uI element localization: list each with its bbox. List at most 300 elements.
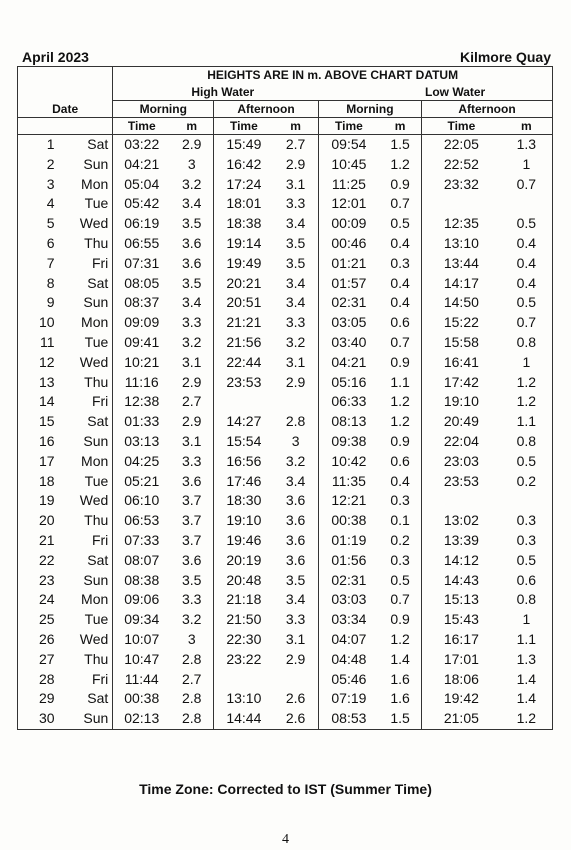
low-morning-height: 0.3 [379,491,421,511]
low-morning-time: 10:42 [331,452,367,469]
high-afternoon-time: 16:56 [226,452,262,469]
high-afternoon-time: 20:19 [226,551,262,568]
high-afternoon-height: 3.4 [273,590,318,610]
low-afternoon-height: 1.1 [501,412,553,432]
low-afternoon-time: 13:39 [443,531,479,548]
high-morning-height: 2.7 [170,670,214,690]
date-subheader-blank [18,118,113,135]
day-number: 10 [18,313,57,333]
high-morning-height: 3.3 [170,452,214,472]
high-afternoon-height: 2.9 [273,650,318,670]
day-number: 26 [18,630,57,650]
day-name: Sat [57,135,113,155]
day-number: 28 [18,670,57,690]
low-morning-time: 08:13 [331,413,367,430]
low-afternoon-time: 18:06 [443,670,479,687]
high-morning-time: 01:33 [124,413,160,430]
low-afternoon-height: 1.3 [501,135,553,155]
high-morning-time: 09:06 [124,591,160,608]
high-morning-time: 09:34 [124,611,160,628]
low-afternoon-height: 1.2 [501,709,553,729]
day-name: Mon [57,175,113,195]
high-morning-height: 3.5 [170,214,214,234]
low-morning-height: 0.9 [379,353,421,373]
table-row [18,293,553,313]
day-number: 22 [18,551,57,571]
low-afternoon-height: 0.5 [501,452,553,472]
day-number: 8 [18,274,57,294]
high-morning-height: 2.7 [170,392,214,412]
low-afternoon-time: 14:50 [443,294,479,311]
day-name: Fri [57,254,113,274]
low-afternoon-time: 20:49 [443,413,479,430]
high-morning-time: 08:37 [124,294,160,311]
day-name: Tue [57,472,113,492]
high-morning-time: 04:21 [124,155,160,172]
low-afternoon-time: 15:58 [443,333,479,350]
low-afternoon-height: 0.5 [501,293,553,313]
low-morning-height: 1.5 [379,709,421,729]
low-morning-height: 0.5 [379,214,421,234]
high-afternoon-time: 18:38 [226,215,262,232]
table-row [18,333,553,353]
high-afternoon-height: 3.6 [273,531,318,551]
low-morning-time: 00:46 [331,234,367,251]
high-morning-time: 11:44 [124,670,159,687]
high-afternoon-height: 3.4 [273,293,318,313]
low-afternoon-time: 16:17 [443,630,479,647]
high-morning-height: 3 [170,630,214,650]
high-morning-time: 09:09 [124,314,160,331]
day-number: 14 [18,392,57,412]
low-morning-time: 12:01 [331,195,367,212]
high-afternoon-time: 22:44 [226,353,262,370]
low-afternoon-time: 14:17 [443,274,479,291]
low-morning-time: 00:38 [331,512,367,529]
high-afternoon-time: 18:30 [226,492,262,509]
high-afternoon-time: 15:49 [214,135,274,155]
high-morning-height: 3.7 [170,511,214,531]
low-morning-height: 1.6 [379,670,421,690]
high-morning-height: 3.4 [170,293,214,313]
high-afternoon-time: 20:21 [226,274,262,291]
table-row [18,135,553,155]
low-afternoon-time: 13:02 [443,512,479,529]
low-afternoon-time: 16:41 [443,353,479,370]
table-row [18,274,553,294]
high-water-header: High Water [191,84,255,99]
day-name: Mon [57,452,113,472]
low-morning-time: 09:38 [331,432,367,449]
low-morning-height: 0.4 [379,274,421,294]
low-morning-height: 0.6 [379,452,421,472]
low-afternoon-time: 15:22 [443,314,479,331]
day-name: Wed [57,214,113,234]
table-row [18,432,553,452]
low-morning-height: 1.1 [379,373,421,393]
day-name: Sat [57,412,113,432]
time-zone-note: Time Zone: Corrected to IST (Summer Time) [139,781,432,797]
low-morning-time: 06:33 [331,393,367,410]
day-name: Thu [57,511,113,531]
low-afternoon-height: 0.6 [501,571,553,591]
table-row [18,551,553,571]
table-row [18,175,553,195]
high-morning-time: 06:19 [124,215,160,232]
low-afternoon-height: 0.7 [501,313,553,333]
low-morning-time: 00:09 [331,215,367,232]
high-morning-height: 3.6 [170,551,214,571]
time-header: Time [214,118,274,135]
low-morning-height: 0.7 [379,194,421,214]
low-afternoon-header: Afternoon [422,101,553,118]
high-morning-time: 07:33 [124,531,160,548]
table-row [18,670,553,690]
high-afternoon-time: 21:50 [226,611,262,628]
day-name: Sun [57,571,113,591]
high-afternoon-height: 3.1 [273,353,318,373]
high-afternoon-time: 19:49 [226,254,262,271]
high-afternoon-time: 19:10 [226,512,262,529]
day-name: Wed [57,630,113,650]
low-afternoon-height [501,194,553,214]
table-row [18,472,553,492]
high-morning-time: 09:41 [124,333,160,350]
time-header: Time [422,118,501,135]
low-morning-time: 03:40 [331,333,367,350]
high-afternoon-header: Afternoon [214,101,318,118]
high-afternoon-height: 3.2 [273,333,318,353]
day-name: Thu [57,650,113,670]
low-morning-time: 07:19 [331,690,367,707]
low-morning-height: 1.6 [379,689,421,709]
low-morning-time: 01:56 [331,551,367,568]
low-morning-time: 04:07 [331,630,367,647]
low-afternoon-time: 14:12 [443,551,479,568]
low-afternoon-time [422,491,501,511]
high-morning-time: 04:25 [124,452,160,469]
high-morning-time: 02:13 [113,709,170,729]
high-morning-time: 03:22 [113,135,170,155]
low-morning-time: 12:21 [331,492,367,509]
day-number: 15 [18,412,57,432]
location-title: Kilmore Quay [459,49,551,65]
high-afternoon-height: 3.2 [273,452,318,472]
low-morning-height: 1.2 [379,412,421,432]
high-afternoon-time: 19:46 [226,531,262,548]
day-name: Sat [57,274,113,294]
day-name: Sun [57,155,113,175]
low-morning-height: 0.9 [379,610,421,630]
low-afternoon-height: 1.4 [501,670,553,690]
high-morning-height: 3.6 [170,472,214,492]
high-morning-time: 12:38 [124,393,160,410]
table-row [18,353,553,373]
high-morning-height: 3.5 [170,274,214,294]
high-morning-height: 3.5 [170,571,214,591]
high-morning-time: 11:16 [124,373,159,390]
high-morning-height: 2.8 [170,709,214,729]
day-number: 25 [18,610,57,630]
high-afternoon-height: 3.1 [273,630,318,650]
low-morning-time: 05:16 [331,373,367,390]
table-row [18,373,553,393]
low-afternoon-time [422,194,501,214]
high-afternoon-height: 3.6 [273,551,318,571]
low-afternoon-time: 13:44 [443,254,479,271]
low-morning-time: 04:48 [331,650,367,667]
low-afternoon-time: 22:52 [443,155,479,172]
day-name: Sat [57,551,113,571]
table-row [18,452,553,472]
low-afternoon-height: 1.4 [501,689,553,709]
time-header: Time [113,118,170,135]
day-number: 2 [18,155,57,175]
day-name: Tue [57,333,113,353]
high-afternoon-time: 20:48 [226,571,262,588]
low-afternoon-height: 0.5 [501,551,553,571]
low-afternoon-height: 0.4 [501,254,553,274]
height-header: m [501,118,553,135]
day-number: 7 [18,254,57,274]
page-number: 4 [282,832,289,847]
day-number: 13 [18,373,57,393]
tide-table [17,66,553,730]
low-morning-time: 03:03 [331,591,367,608]
high-afternoon-time: 22:30 [226,630,262,647]
high-afternoon-time: 21:18 [226,591,262,608]
day-number: 16 [18,432,57,452]
high-afternoon-time [214,392,274,412]
low-morning-height: 1.2 [379,630,421,650]
low-afternoon-height: 0.4 [501,274,553,294]
high-afternoon-time: 17:24 [226,175,262,192]
high-afternoon-height: 3.4 [273,214,318,234]
high-morning-height: 3.3 [170,313,214,333]
low-morning-height: 1.4 [379,650,421,670]
low-afternoon-height: 0.8 [501,590,553,610]
low-morning-height: 0.5 [379,571,421,591]
low-morning-time: 11:25 [331,175,366,192]
low-morning-height: 0.9 [379,432,421,452]
low-afternoon-height: 1.2 [501,373,553,393]
day-number: 20 [18,511,57,531]
high-morning-time: 05:21 [124,472,160,489]
low-morning-height: 0.3 [379,254,421,274]
high-morning-time: 08:07 [124,551,160,568]
low-afternoon-height: 0.3 [501,531,553,551]
low-afternoon-height: 0.8 [501,432,553,452]
high-afternoon-height: 3.4 [273,472,318,492]
day-name: Fri [57,392,113,412]
day-name: Sun [57,709,113,729]
table-row [18,630,553,650]
low-afternoon-time: 22:04 [443,432,479,449]
high-afternoon-height: 3.5 [273,254,318,274]
low-morning-height: 0.4 [379,293,421,313]
low-morning-height: 1.5 [379,135,421,155]
high-morning-height: 2.9 [170,412,214,432]
high-morning-height: 3.1 [170,432,214,452]
table-row [18,610,553,630]
low-morning-time: 03:05 [331,314,367,331]
low-morning-height: 1.2 [379,392,421,412]
table-row [18,155,553,175]
low-afternoon-time: 17:42 [443,373,479,390]
high-morning-time: 06:10 [124,492,160,509]
high-afternoon-time: 21:21 [226,314,262,331]
high-afternoon-time: 16:42 [226,155,262,172]
day-name: Fri [57,531,113,551]
high-afternoon-time: 23:53 [226,373,262,390]
low-afternoon-time: 17:01 [443,650,479,667]
high-afternoon-height: 3.5 [273,234,318,254]
high-morning-time: 10:07 [124,630,160,647]
low-water-header: Low Water [318,84,552,101]
low-morning-time: 03:34 [331,611,367,628]
low-morning-time: 01:19 [331,531,367,548]
day-number: 3 [18,175,57,195]
high-afternoon-time: 21:56 [226,333,262,350]
low-afternoon-height [501,491,553,511]
low-morning-time: 10:45 [331,155,367,172]
high-afternoon-time: 15:54 [226,432,262,449]
day-number: 4 [18,194,57,214]
table-row [18,412,553,432]
table-row [18,590,553,610]
day-number: 29 [18,689,57,709]
day-number: 1 [18,135,57,155]
day-name: Mon [57,590,113,610]
high-afternoon-height: 3.6 [273,491,318,511]
low-morning-height: 0.2 [379,531,421,551]
date-header: Date [52,102,79,116]
month-year-title: April 2023 [22,49,89,65]
high-afternoon-height [273,670,318,690]
high-afternoon-height: 2.9 [273,373,318,393]
high-morning-time: 00:38 [124,690,160,707]
high-morning-height: 3.4 [170,194,214,214]
high-morning-height: 2.9 [170,135,214,155]
low-morning-height: 0.4 [379,234,421,254]
high-afternoon-time: 13:10 [226,690,262,707]
low-morning-time: 05:46 [331,670,367,687]
low-morning-time: 04:21 [331,353,367,370]
high-afternoon-height: 3.3 [273,313,318,333]
day-name: Sat [57,689,113,709]
low-morning-time: 01:21 [331,254,367,271]
high-morning-time: 10:47 [124,650,160,667]
table-row [18,531,553,551]
day-number: 30 [18,709,57,729]
high-morning-height: 2.9 [170,373,214,393]
high-afternoon-time: 17:46 [226,472,262,489]
high-morning-height: 3 [170,155,214,175]
datum-note: HEIGHTS ARE IN m. ABOVE CHART DATUM [113,67,553,84]
table-row [18,194,553,214]
time-header: Time [318,118,379,135]
day-number: 21 [18,531,57,551]
high-afternoon-height: 3.1 [273,175,318,195]
low-morning-time: 09:54 [318,135,379,155]
low-morning-time: 11:35 [331,472,366,489]
day-number: 24 [18,590,57,610]
table-row [18,709,553,729]
height-header: m [170,118,214,135]
low-afternoon-time: 14:43 [443,571,479,588]
low-afternoon-height: 0.7 [501,175,553,195]
high-morning-height: 2.8 [170,650,214,670]
low-afternoon-time: 19:10 [443,393,479,410]
day-number: 5 [18,214,57,234]
day-name: Fri [57,670,113,690]
low-afternoon-height: 1 [501,155,553,175]
low-afternoon-height: 0.4 [501,234,553,254]
low-afternoon-time: 23:53 [443,472,479,489]
low-morning-height: 0.1 [379,511,421,531]
low-afternoon-height: 1.2 [501,392,553,412]
day-name: Tue [57,610,113,630]
low-afternoon-height: 0.8 [501,333,553,353]
high-morning-height: 2.8 [170,689,214,709]
day-name: Mon [57,313,113,333]
low-afternoon-height: 0.2 [501,472,553,492]
table-row [18,392,553,412]
high-morning-time: 06:55 [124,234,160,251]
low-morning-time: 08:53 [318,709,379,729]
high-morning-time: 08:05 [124,274,160,291]
low-afternoon-time: 19:42 [443,690,479,707]
low-morning-header: Morning [318,101,421,118]
low-morning-time: 01:57 [331,274,367,291]
low-afternoon-time: 23:32 [443,175,479,192]
low-afternoon-height: 1.1 [501,630,553,650]
low-afternoon-time: 12:35 [443,215,479,232]
high-afternoon-time: 23:22 [226,650,262,667]
table-row [18,511,553,531]
high-morning-time: 03:13 [124,432,160,449]
table-row [18,254,553,274]
high-afternoon-height: 2.8 [273,412,318,432]
low-afternoon-time: 23:03 [443,452,479,469]
table-row [18,491,553,511]
day-number: 9 [18,293,57,313]
day-number: 27 [18,650,57,670]
low-morning-height: 0.7 [379,333,421,353]
day-name: Tue [57,194,113,214]
low-afternoon-height: 1 [501,353,553,373]
high-afternoon-height: 2.9 [273,155,318,175]
table-row [18,214,553,234]
high-afternoon-time: 14:44 [214,709,274,729]
high-morning-height: 3.6 [170,254,214,274]
day-number: 11 [18,333,57,353]
high-afternoon-height: 3.4 [273,274,318,294]
high-morning-height: 3.2 [170,333,214,353]
day-name: Sun [57,432,113,452]
low-morning-time: 02:31 [331,571,367,588]
high-afternoon-height [273,392,318,412]
high-afternoon-height: 2.7 [273,135,318,155]
low-afternoon-height: 1.3 [501,650,553,670]
high-afternoon-height: 3.6 [273,511,318,531]
high-morning-time: 08:38 [124,571,160,588]
low-morning-height: 0.4 [379,472,421,492]
high-afternoon-time [214,670,274,690]
tide-table-body [18,135,553,730]
day-number: 17 [18,452,57,472]
day-name: Sun [57,293,113,313]
